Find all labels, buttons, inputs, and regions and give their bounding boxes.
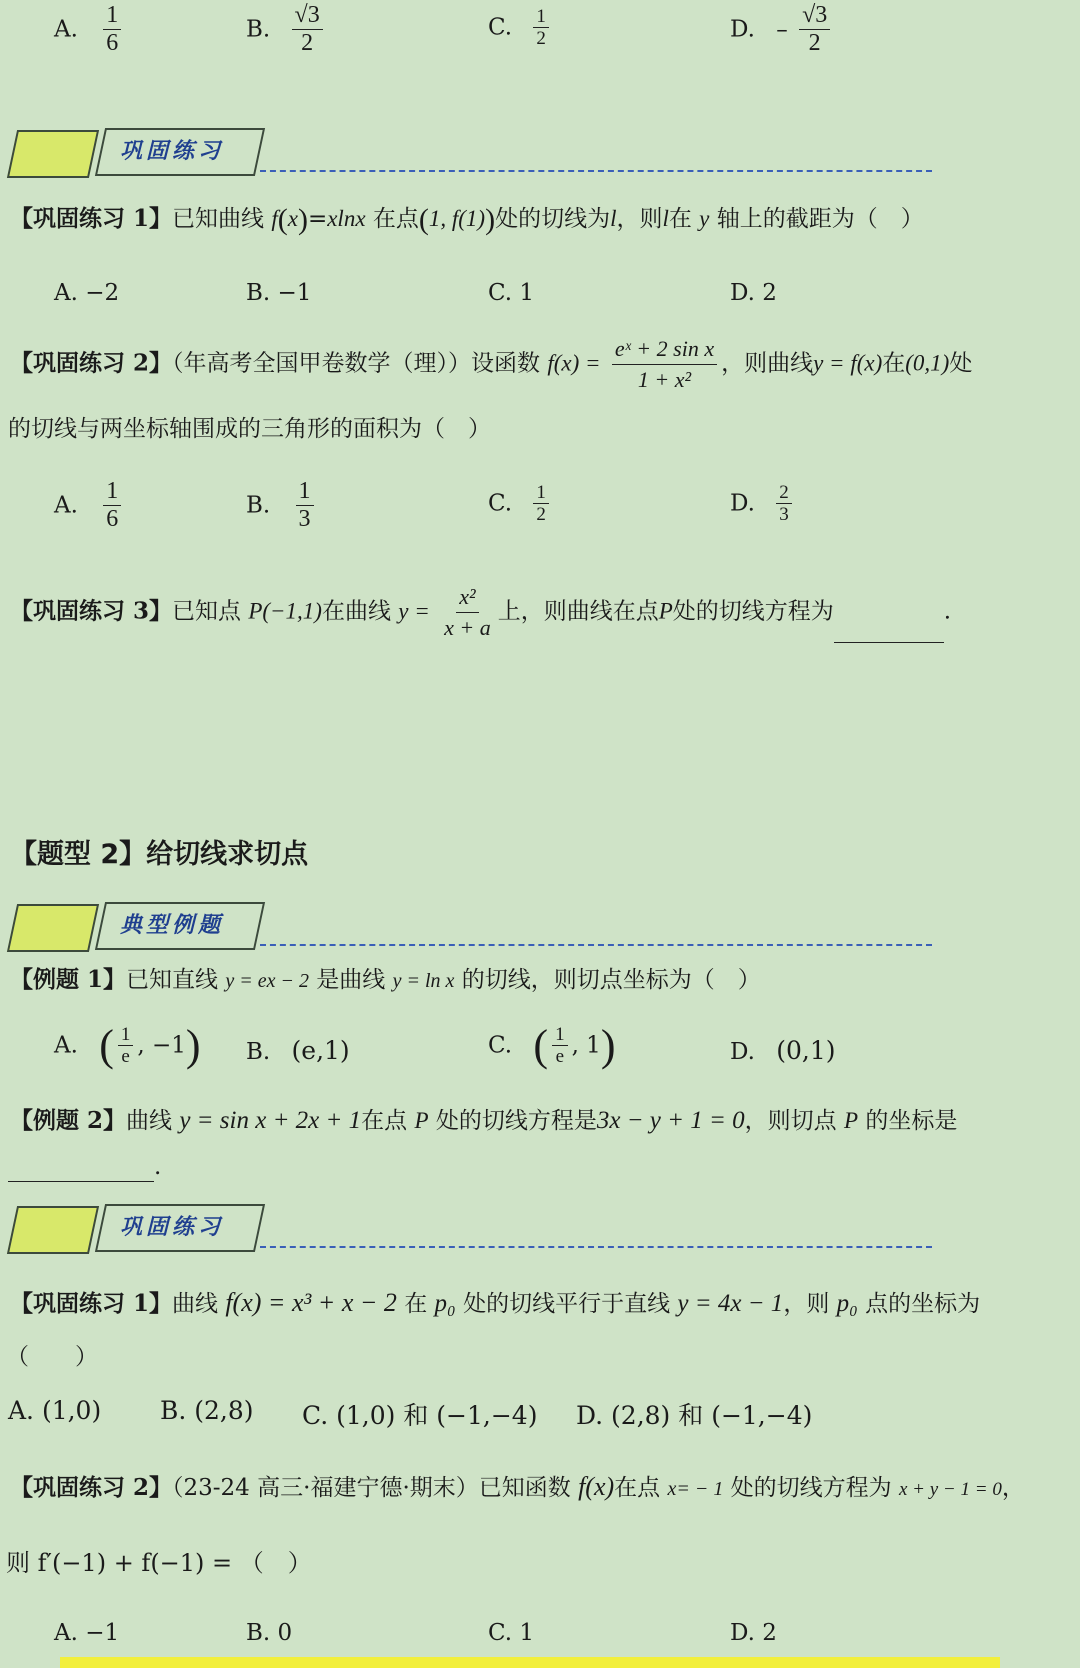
text: 已知直线	[126, 967, 219, 993]
math: y =	[398, 598, 430, 624]
text: 处的切线方程为	[672, 598, 834, 625]
text: 轴上的截距为（ ）	[716, 206, 924, 232]
option-label: B.	[246, 16, 271, 43]
text: ，	[1001, 1475, 1025, 1501]
option-a: A. (1,0)	[8, 1396, 102, 1425]
question-tag: 【巩固练习 2】	[10, 349, 173, 377]
option-label: A.	[54, 1032, 78, 1059]
option-d: D. (2,8) 和 (−1,−4)	[576, 1401, 813, 1430]
option-c: C. ( $\frac{1}{e}$ , 1)	[488, 1021, 616, 1070]
fraction	[552, 1024, 568, 1067]
text: 已知点	[172, 598, 242, 625]
text: 点的坐标为	[865, 1291, 981, 1317]
fraction	[441, 582, 494, 643]
math: 1, f(1)	[428, 206, 486, 231]
fraction	[533, 482, 549, 525]
option-b	[246, 1036, 350, 1065]
question-tag: 【例题 1】	[10, 966, 127, 993]
numerator: 2	[776, 482, 792, 504]
option-label: C.	[488, 1032, 513, 1059]
section-banner-consolidation	[8, 1200, 928, 1254]
fraction	[103, 2, 121, 57]
text: 是曲线	[316, 967, 386, 993]
denominator: 2	[536, 504, 546, 525]
section-banner-consolidation	[8, 124, 928, 178]
text: 曲线	[172, 1291, 219, 1317]
math: =	[307, 206, 328, 232]
option-label: C.	[488, 14, 513, 41]
question-tag: 【例题 2】	[10, 1107, 127, 1134]
denominator: x + a	[444, 615, 491, 640]
text: ，则	[783, 1291, 830, 1317]
text: ，则	[616, 206, 663, 232]
option-label: C.	[488, 490, 513, 517]
option-d: D. 2	[730, 1620, 777, 1646]
top-option-d	[730, 2, 834, 57]
option-c: C. (1,0) 和 (−1,−4)	[302, 1401, 538, 1430]
math: , −1	[137, 1032, 186, 1059]
math: f	[271, 206, 278, 231]
text: 在点	[372, 206, 419, 232]
fraction	[533, 6, 549, 49]
text: 的切线，则切点坐标为（ ）	[461, 967, 761, 993]
math: f(x) = x³ + x − 2	[225, 1288, 397, 1317]
text: ，则曲线	[721, 350, 814, 377]
section-title: 【题型 2】给切线求切点	[10, 839, 309, 870]
question-consolidation-2-line2: 的切线与两坐标轴围成的三角形的面积为（ ）	[8, 416, 491, 442]
denominator: 2	[536, 28, 546, 49]
text: 在	[404, 1291, 428, 1317]
banner-parallelogram	[7, 904, 99, 952]
text: 在点	[614, 1475, 661, 1501]
answer-blank[interactable]	[8, 1159, 154, 1182]
option-a: A. ( $\frac{1}{e}$ , −1)	[54, 1021, 201, 1070]
math: x + y − 1 = 0	[898, 1479, 1002, 1500]
answer-blank[interactable]	[834, 620, 944, 643]
question-example-1	[10, 965, 761, 996]
question-tag: 【巩固练习 3】	[10, 597, 173, 625]
text: （年高考全国甲卷数学（理））设函数	[172, 350, 541, 377]
option-a	[54, 478, 125, 533]
numerator: √3	[799, 2, 830, 30]
math: P	[414, 1108, 429, 1133]
option-label: B.	[246, 1039, 271, 1065]
math: y = ex − 2	[225, 970, 309, 992]
answer-paren: （ ）	[6, 1344, 98, 1370]
math: y = ln x	[392, 970, 455, 992]
minus-sign: –	[776, 16, 788, 43]
text: （23-24 高三·福建宁德·期末）已知函数	[172, 1475, 571, 1501]
option-label: B.	[246, 492, 271, 519]
text: 在点	[361, 1108, 408, 1134]
denominator: 3	[779, 504, 789, 525]
text: 在	[882, 350, 906, 377]
text: 已知曲线	[172, 206, 265, 232]
math: x	[287, 206, 298, 231]
math: y = f(x)	[813, 350, 883, 376]
option-d	[730, 1036, 836, 1065]
banner-parallelogram	[7, 130, 99, 178]
question-consolidation-2	[10, 334, 972, 395]
question-consolidation-2b	[10, 1472, 1025, 1505]
text: 上，则曲线在点	[497, 598, 659, 625]
math: P(−1,1)	[248, 598, 322, 624]
math: (0,1)	[776, 1036, 836, 1065]
option-label: D.	[730, 1039, 755, 1065]
text: 处的切线方程是	[435, 1108, 597, 1134]
text: 处	[949, 350, 973, 377]
text: 在	[668, 206, 692, 232]
question-tag: 【巩固练习 2】	[10, 1474, 173, 1501]
option-label: A.	[54, 16, 78, 43]
fraction	[799, 2, 830, 57]
banner-label: 典型例题	[120, 912, 225, 938]
denominator: 6	[106, 30, 119, 56]
denominator: 3	[298, 506, 311, 532]
option-c: C. 1	[488, 1620, 535, 1646]
numerator: eˣ + 2 sin x	[612, 334, 717, 365]
numerator: 1	[296, 478, 314, 506]
fraction	[776, 482, 792, 525]
text: 在曲线	[321, 598, 391, 625]
option-a: A. −1	[54, 1620, 120, 1646]
option-b	[246, 478, 318, 533]
numerator: 1	[533, 482, 549, 504]
text: 处的切线方程为	[730, 1475, 892, 1501]
option-label: D.	[730, 16, 755, 43]
math: y	[699, 206, 710, 231]
banner-label: 巩固练习	[120, 1214, 225, 1240]
text: 曲线	[126, 1108, 173, 1134]
question-consolidation-3	[10, 582, 951, 643]
text: .	[943, 598, 952, 625]
top-option-a	[54, 2, 125, 57]
option-b: B. (2,8)	[160, 1396, 254, 1425]
text: 处的切线为	[495, 206, 611, 232]
math: f(x)	[578, 1472, 615, 1501]
math: l	[662, 206, 669, 231]
math: 3x − y + 1 = 0	[596, 1107, 745, 1134]
fraction	[103, 478, 121, 533]
option-label: D.	[730, 490, 755, 517]
numerator: x²	[456, 582, 478, 613]
option-b: B. −1	[246, 280, 312, 306]
option-a: A. −2	[54, 280, 120, 306]
numerator: 1	[118, 1024, 134, 1046]
numerator: 1	[103, 2, 121, 30]
top-option-c	[488, 6, 553, 49]
math: (0,1)	[905, 350, 950, 376]
math: y = sin x + 2x + 1	[179, 1107, 362, 1134]
fraction	[612, 334, 717, 395]
option-d	[730, 482, 796, 525]
denominator: 2	[301, 30, 314, 56]
numerator: 1	[552, 1024, 568, 1046]
question-tag: 【巩固练习 1】	[10, 1290, 173, 1317]
fraction	[296, 478, 314, 533]
text: .	[154, 1154, 162, 1180]
denominator: 6	[106, 506, 119, 532]
section-banner-examples	[8, 898, 928, 952]
fraction	[118, 1024, 134, 1067]
question-consolidation-1: 【巩固练习 1】已知曲线 f(x)=xlnx 在点(1, f(1))处的切线为l，则l在 y 轴上的截距为（ ）	[10, 203, 924, 236]
highlight-strip	[60, 1657, 1000, 1668]
denominator: 2	[808, 30, 821, 56]
option-c	[488, 482, 553, 525]
numerator: √3	[292, 2, 323, 30]
option-b: B. 0	[246, 1620, 293, 1646]
option-c: C. 1	[488, 280, 535, 306]
denominator: e	[555, 1046, 565, 1067]
text: 处的切线平行于直线	[463, 1291, 671, 1317]
banner-dashed-line	[260, 944, 932, 946]
math: l	[610, 206, 617, 231]
banner-dashed-line	[260, 1246, 932, 1248]
banner-label: 巩固练习	[120, 138, 225, 164]
question-example-2	[10, 1106, 957, 1136]
text: 的坐标是	[865, 1108, 958, 1134]
denominator: e	[121, 1046, 130, 1067]
math: xlnx	[327, 206, 366, 231]
question-consolidation-1b	[10, 1288, 980, 1319]
top-option-b	[246, 2, 327, 57]
math: p₀	[836, 1290, 858, 1317]
math: P	[843, 1108, 859, 1133]
math: (e,1)	[291, 1036, 350, 1065]
question-consolidation-2b-line2: 则 f′(−1) + f(−1) = （ ）	[6, 1549, 312, 1577]
text: ，则切点	[744, 1108, 837, 1134]
math: y = 4x − 1	[677, 1290, 784, 1317]
math: x= − 1	[667, 1478, 724, 1500]
option-label: A.	[54, 492, 78, 519]
math: f(x) =	[547, 350, 601, 376]
denominator: 1 + x²	[637, 367, 692, 392]
numerator: 1	[533, 6, 549, 28]
option-d: D. 2	[730, 280, 777, 306]
math: , 1	[571, 1032, 601, 1059]
answer-blank-line	[8, 1152, 161, 1182]
fraction	[292, 2, 323, 57]
math: p₀	[434, 1290, 456, 1317]
math: P	[658, 598, 673, 624]
banner-dashed-line	[260, 170, 932, 172]
banner-parallelogram	[7, 1206, 99, 1254]
question-tag: 【巩固练习 1】	[10, 205, 173, 232]
numerator: 1	[103, 478, 121, 506]
